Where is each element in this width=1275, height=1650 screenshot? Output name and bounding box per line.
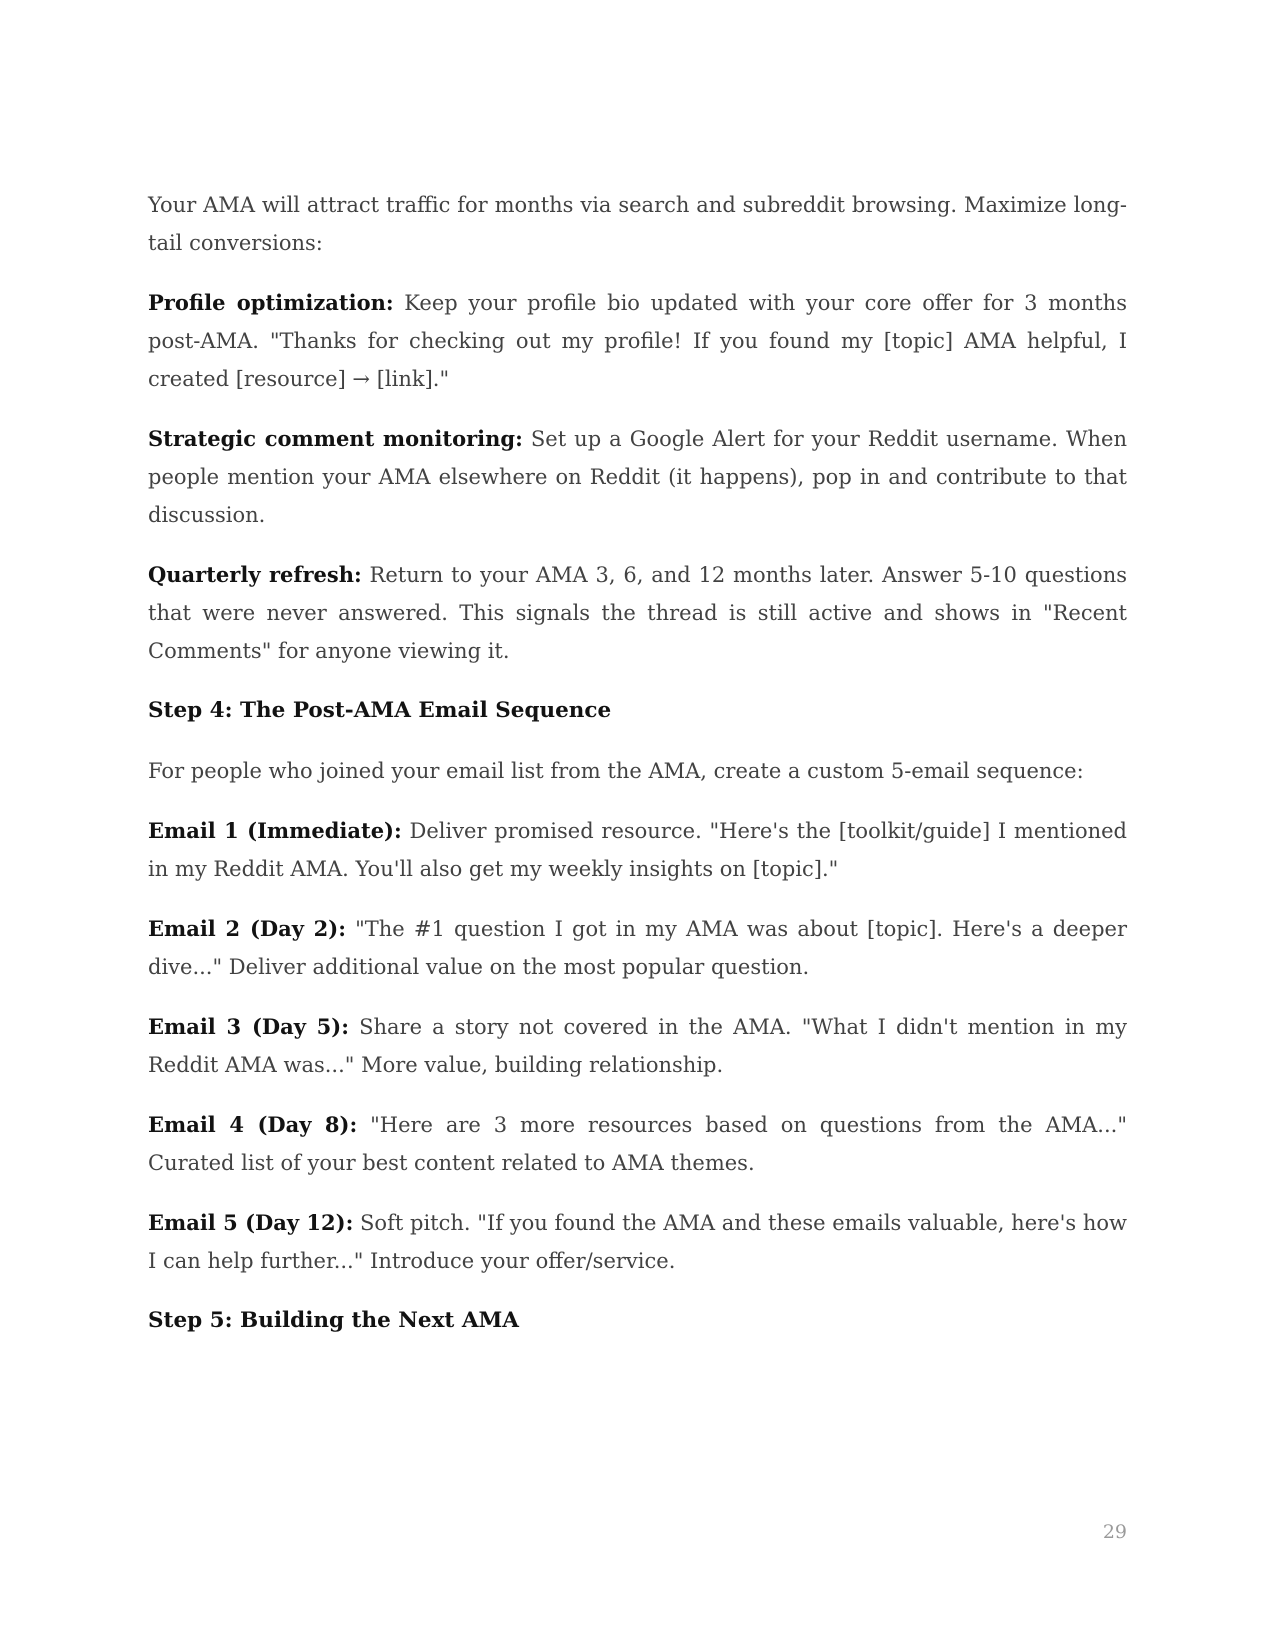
paragraph: Email 4 (Day 8): "Here are 3 more resources based on questions from the AMA..." Curated list of your best content related to AMA themes.: [148, 1112, 1127, 1175]
paragraph-lead: Quarterly refresh:: [148, 562, 362, 587]
paragraph: Quarterly refresh: Return to your AMA 3, 6, and 12 months later. Answer 5-10 questions that were never answered. This signals the thread is still active and shows in "Recent Comments" for anyone viewing it.: [148, 562, 1127, 663]
paragraph-lead: Email 5 (Day 12):: [148, 1210, 354, 1235]
paragraph: Your AMA will attract traffic for months via search and subreddit browsing. Maximize long-tail conversions:: [148, 193, 1127, 255]
paragraph: Email 1 (Immediate): Deliver promised resource. "Here's the [toolkit/guide] I mentioned in my Reddit AMA. You'll also get my weekly insights on [topic].": [148, 818, 1127, 881]
document-body: [148, 186, 1127, 1362]
paragraph: Email 2 (Day 2): "The #1 question I got in my AMA was about [topic]. Here's a deeper dive..." Deliver additional value on the most popular question.: [148, 916, 1127, 979]
paragraph-lead: Email 4 (Day 8):: [148, 1112, 358, 1137]
paragraph: For people who joined your email list from the AMA, create a custom 5-email sequence:: [148, 759, 1084, 783]
paragraph: Profile optimization: Keep your profile bio updated with your core offer for 3 months post-AMA. "Thanks for checking out my profile! If you found my [topic] AMA helpful, I created [resource] → [link].": [148, 290, 1127, 391]
paragraph-lead: Strategic comment monitoring:: [148, 426, 523, 451]
paragraph-lead: Profile optimization:: [148, 290, 394, 315]
section-heading: Step 5: Building the Next AMA: [148, 1308, 519, 1333]
page-number: 29: [1102, 1521, 1127, 1543]
paragraph-lead: Email 2 (Day 2):: [148, 916, 346, 941]
paragraph-lead: Email 3 (Day 5):: [148, 1014, 349, 1039]
paragraph: Email 5 (Day 12): Soft pitch. "If you found the AMA and these emails valuable, here's how I can help further..." Introduce your offer/service.: [148, 1210, 1127, 1273]
paragraph: Strategic comment monitoring: Set up a Google Alert for your Reddit username. When people mention your AMA elsewhere on Reddit (it happens), pop in and contribute to that discussion.: [148, 426, 1127, 527]
paragraph: Email 3 (Day 5): Share a story not covered in the AMA. "What I didn't mention in my Reddit AMA was..." More value, building relationship.: [148, 1014, 1127, 1077]
paragraph-lead: Email 1 (Immediate):: [148, 818, 402, 843]
section-heading: Step 4: The Post-AMA Email Sequence: [148, 698, 612, 723]
